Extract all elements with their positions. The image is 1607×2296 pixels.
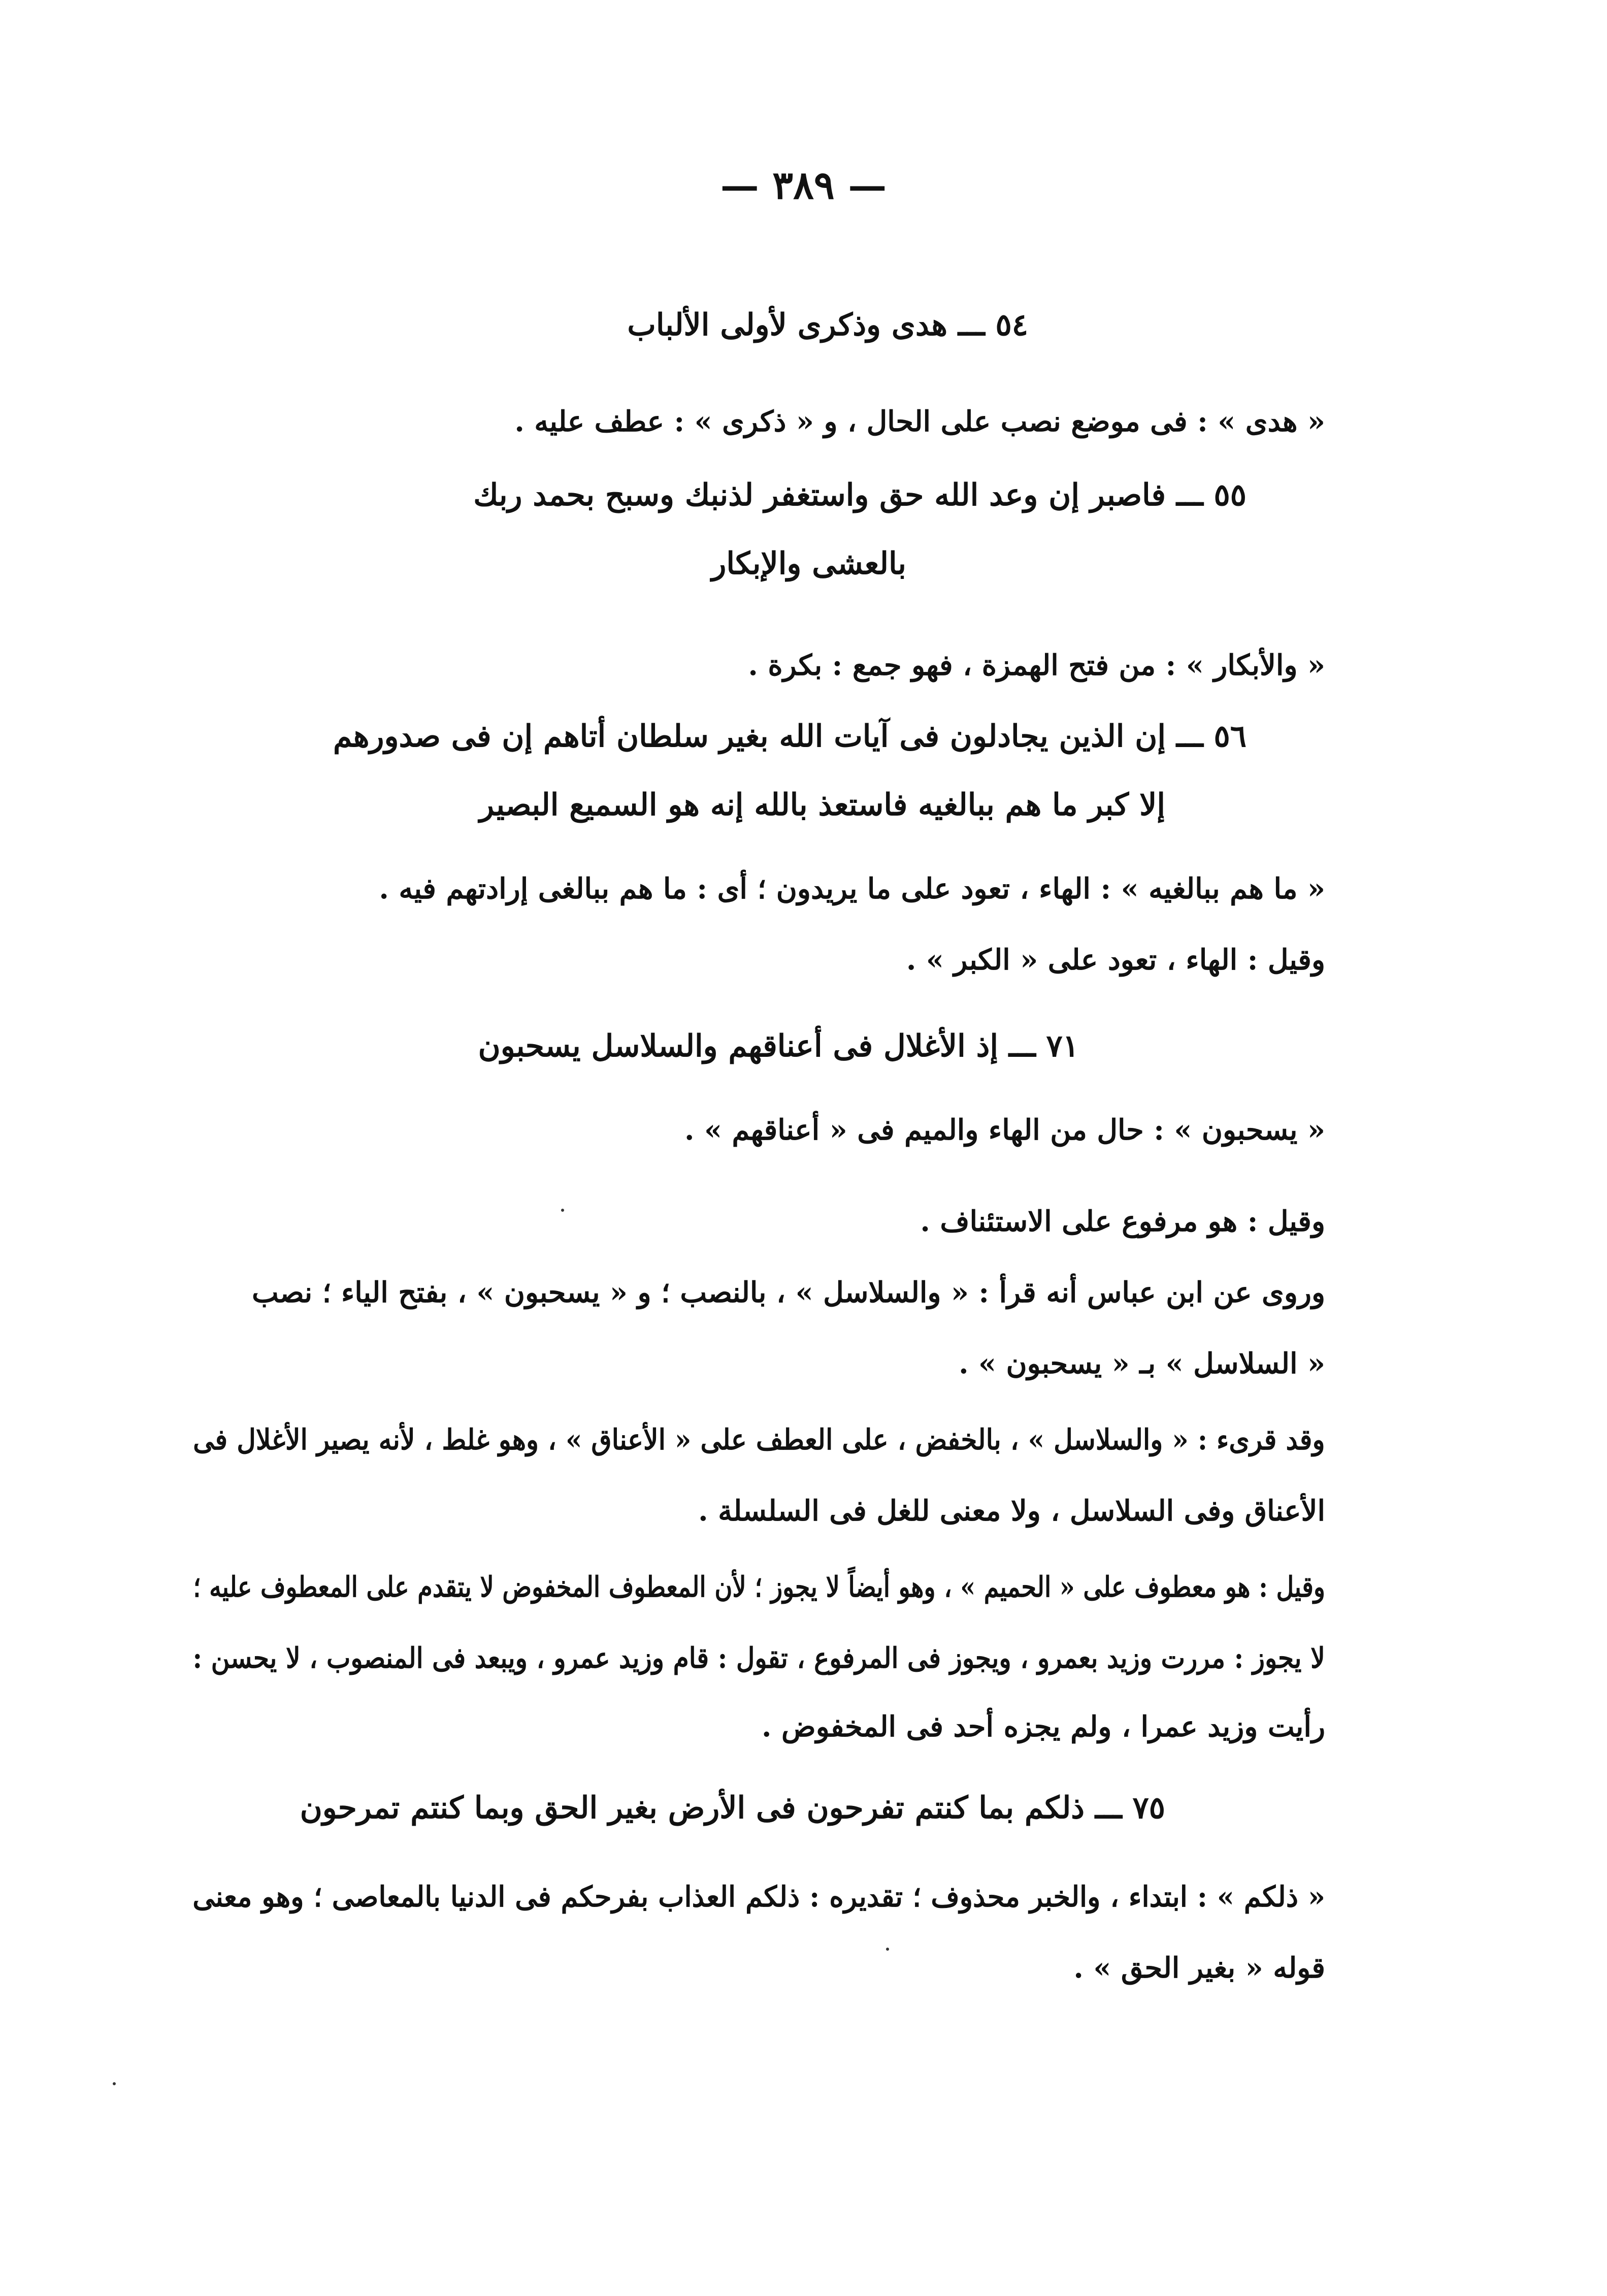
commentary-line: لا يجوز : مررت وزيد بعمرو ، ويجوز فى المرفوع ، تقول : قام وزيد عمرو ، ويبعد فى المنصوب ، لا يحسن : bbox=[192, 1641, 1325, 1675]
verse-75: ٧٥ ـــ ذلكم بما كنتم تفرحون فى الأرض بغير الحق وبما كنتم تمرحون bbox=[300, 1790, 1165, 1826]
commentary-line: الأعناق وفى السلاسل ، ولا معنى للغل فى السلسلة . bbox=[698, 1494, 1325, 1528]
verse-56-line-1: ٥٦ ـــ إن الذين يجادلون فى آيات الله بغير سلطان أتاهم إن فى صدورهم bbox=[333, 719, 1247, 754]
verse-54: ٥٤ ـــ هدى وذكرى لأولى الألباب bbox=[627, 307, 1028, 343]
commentary-line: « ما هم ببالغيه » : الهاء ، تعود على ما يريدون ؛ أى : ما هم ببالغى إرادتهم فيه . bbox=[379, 872, 1325, 906]
commentary-line: وقيل : الهاء ، تعود على « الكبر » . bbox=[906, 943, 1325, 977]
commentary-line: « هدى » : فى موضع نصب على الحال ، و « ذكرى » : عطف عليه . bbox=[514, 405, 1325, 438]
commentary-line: « والأبكار » : من فتح الهمزة ، فهو جمع : بكرة . bbox=[748, 649, 1325, 682]
commentary-line: رأيت وزيد عمرا ، ولم يجزه أحد فى المخفوض . bbox=[762, 1710, 1325, 1743]
verse-55-line-2: بالعشى والإبكار bbox=[711, 546, 906, 581]
verse-55-line-1: ٥٥ ـــ فاصبر إن وعد الله حق واستغفر لذنبك وسبح بحمد ربك bbox=[473, 477, 1247, 513]
scan-speck bbox=[561, 1209, 564, 1212]
commentary-line: وقد قرىء : « والسلاسل » ، بالخفض ، على العطف على « الأعناق » ، وهو غلط ، لأنه يصير الأغلال فى bbox=[193, 1423, 1325, 1457]
commentary-line: « ذلكم » : ابتداء ، والخبر محذوف ؛ تقديره : ذلكم العذاب بفرحكم فى الدنيا بالمعاصى ؛ وهو معنى bbox=[192, 1880, 1325, 1914]
commentary-line: « السلاسل » بـ « يسحبون » . bbox=[959, 1347, 1325, 1380]
commentary-line: « يسحبون » : حال من الهاء والميم فى « أعناقهم » . bbox=[684, 1113, 1325, 1147]
commentary-line: وقيل : هو مرفوع على الاستئناف . bbox=[920, 1205, 1325, 1238]
scan-speck bbox=[113, 2082, 116, 2085]
commentary-line: وروى عن ابن عباس أنه قرأ : « والسلاسل » ، بالنصب ؛ و « يسحبون » ، بفتح الياء ؛ نصب bbox=[252, 1276, 1325, 1309]
commentary-line: وقيل : هو معطوف على « الحميم » ، وهو أيضاً لا يجوز ؛ لأن المعطوف المخفوض لا يتقدم على المعطوف عليه ؛ bbox=[193, 1570, 1325, 1604]
verse-71: ٧١ ـــ إذ الأغلال فى أعناقهم والسلاسل يسحبون bbox=[478, 1028, 1079, 1064]
page-number: — ٣٨٩ — bbox=[720, 163, 887, 208]
verse-56-line-2: إلا كبر ما هم ببالغيه فاستعذ بالله إنه هو السميع البصير bbox=[479, 787, 1165, 823]
scan-speck bbox=[886, 1948, 889, 1951]
commentary-line: قوله « بغير الحق » . bbox=[1073, 1951, 1325, 1985]
